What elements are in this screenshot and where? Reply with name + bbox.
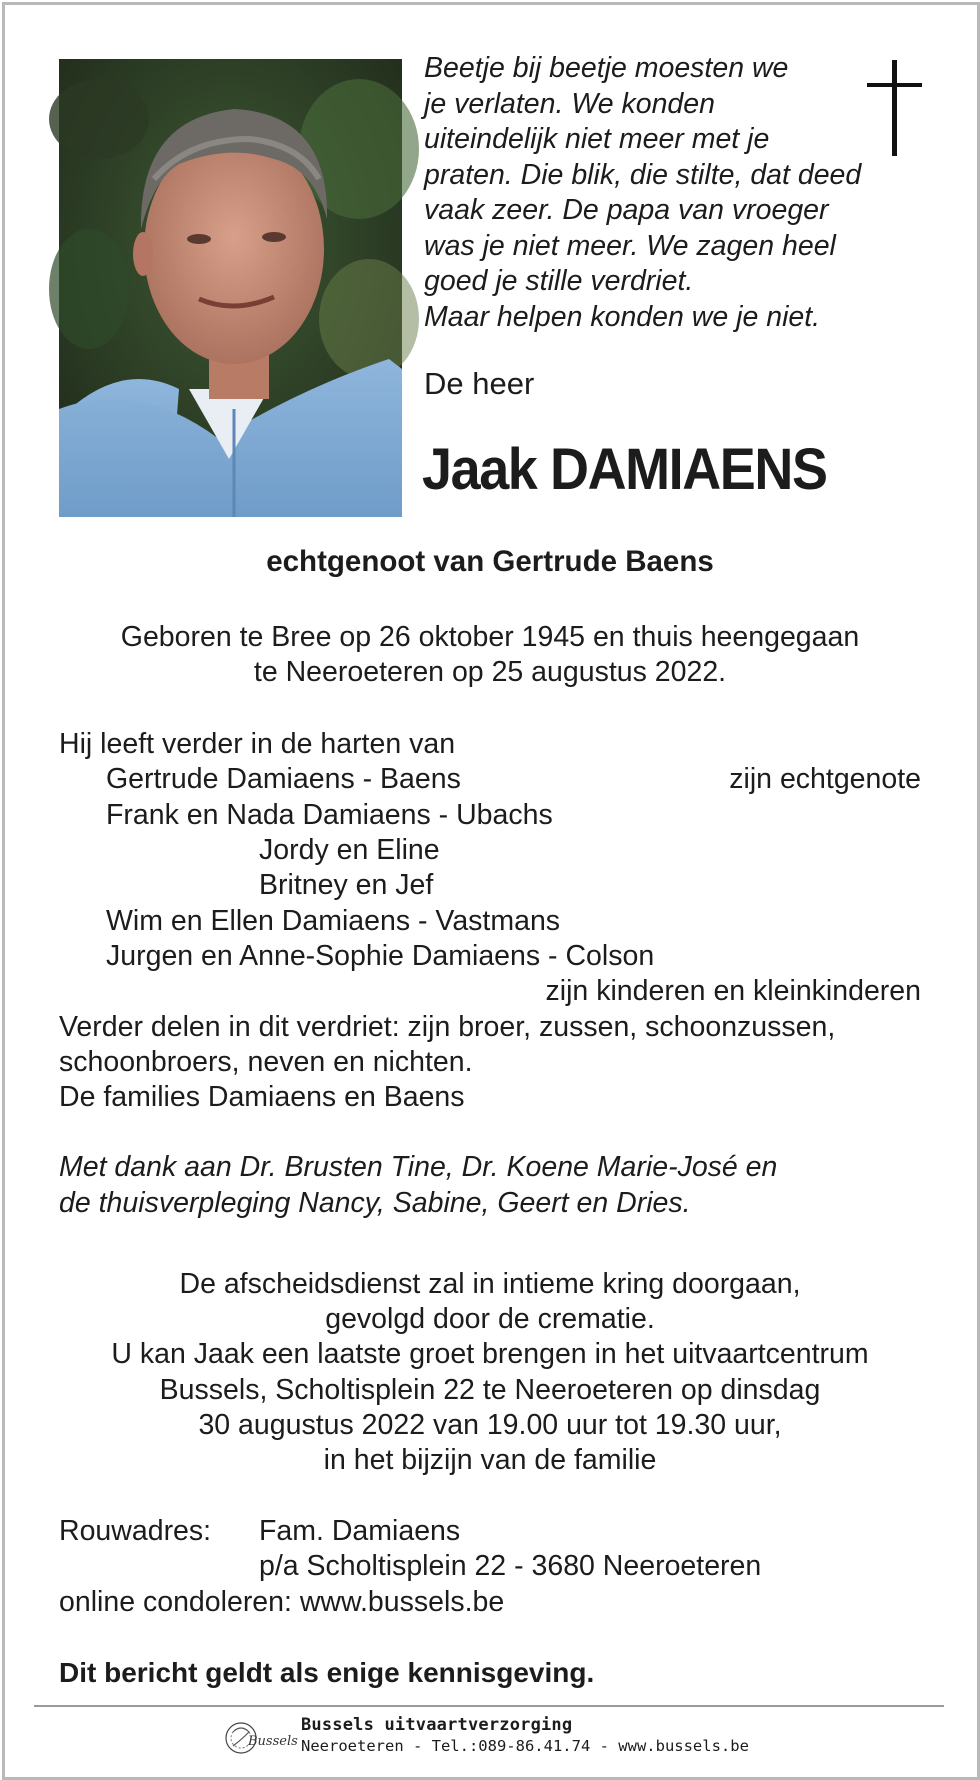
notice: Dit bericht geldt als enige kennisgeving.: [59, 1657, 595, 1688]
online-condolence: online condoleren: www.bussels.be: [59, 1586, 505, 1618]
child-3: Jurgen en Anne-Sophie Damiaens - Colson: [106, 940, 655, 972]
address-line-2: p/a Scholtisplein 22 - 3680 Neeroeteren: [259, 1550, 762, 1582]
spouse-role: zijn echtgenote: [729, 763, 921, 795]
deceased-name: Jaak DAMIAENS: [422, 437, 827, 502]
spouse-line: echtgenoot van Gertrude Baens: [266, 545, 714, 578]
poem-line: Maar helpen konden we je niet.: [424, 300, 821, 333]
company-contact: Neeroeteren - Tel.:089-86.41.74 - www.bussels.be: [301, 1737, 749, 1755]
birth-line-1: Geboren te Bree op 26 oktober 1945 en thuis heengegaan: [120, 621, 860, 653]
thanks-line-1: Met dank aan Dr. Brusten Tine, Dr. Koene Marie-José en: [59, 1151, 778, 1183]
children-role: zijn kinderen en kleinkinderen: [545, 975, 921, 1007]
poem: [424, 51, 944, 335]
company-logo: [224, 1718, 298, 1758]
poem-line: vaak zeer. De papa van vroeger: [424, 194, 829, 226]
birth-line-2: te Neeroeteren op 25 augustus 2022.: [253, 656, 727, 688]
poem-line: uiteindelijk niet meer met je: [424, 123, 770, 155]
honorific-title: De heer: [424, 366, 535, 401]
grandchild-2: Britney en Jef: [259, 869, 434, 901]
others-line-3: De families Damiaens en Baens: [59, 1081, 465, 1113]
child-1: Frank en Nada Damiaens - Ubachs: [106, 799, 553, 831]
poem-line: Beetje bij beetje moesten we: [424, 52, 789, 84]
spouse-name: Gertrude Damiaens - Baens: [106, 763, 461, 795]
poem-line: je verlaten. We konden: [424, 87, 715, 120]
svg-text:Bussels: Bussels: [248, 1734, 298, 1749]
thanks-line-2: de thuisverpleging Nancy, Sabine, Geert en Dries.: [59, 1187, 691, 1219]
service-line-3: U kan Jaak een laatste groet brengen in het uitvaartcentrum: [111, 1338, 869, 1370]
others-line-2: schoonbroers, neven en nichten.: [59, 1046, 473, 1078]
address-label: Rouwadres:: [59, 1515, 212, 1547]
poem-line: praten. Die blik, die stilte, dat deed: [424, 158, 862, 191]
child-2: Wim en Ellen Damiaens - Vastmans: [106, 905, 561, 937]
footer-divider: [34, 1705, 944, 1707]
others-line-1: Verder delen in dit verdriet: zijn broer, zussen, schoonzussen,: [59, 1011, 836, 1043]
company-name: Bussels uitvaartverzorging: [301, 1715, 573, 1735]
address-line-1: Fam. Damiaens: [259, 1515, 461, 1547]
poem-line: goed je stille verdriet.: [424, 265, 694, 297]
grandchild-1: Jordy en Eline: [259, 834, 440, 866]
service-line-4: Bussels, Scholtisplein 22 te Neeroeteren op dinsdag: [159, 1374, 821, 1406]
service-line-2: gevolgd door de crematie.: [325, 1303, 655, 1335]
service-line-6: in het bijzijn van de familie: [323, 1444, 657, 1476]
poem-line: was je niet meer. We zagen heel: [424, 229, 836, 262]
service-line-1: De afscheidsdienst zal in intieme kring doorgaan,: [179, 1268, 801, 1300]
service-line-5: 30 augustus 2022 van 19.00 uur tot 19.30 uur,: [198, 1409, 782, 1441]
family-intro: Hij leeft verder in de harten van: [59, 728, 456, 760]
portrait-photo: [59, 59, 402, 517]
